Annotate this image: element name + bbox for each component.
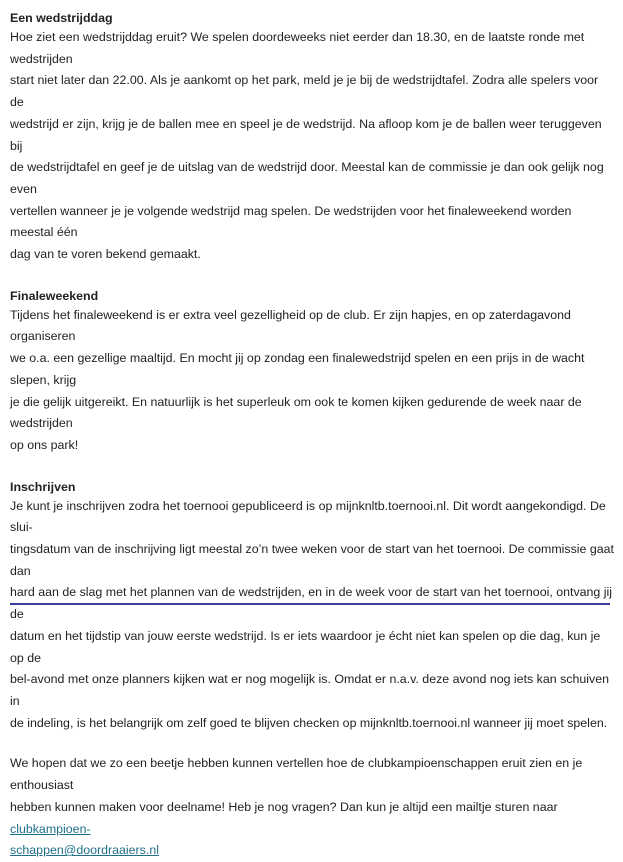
- spacer: [10, 734, 614, 753]
- text-line: bel-avond met onze planners kijken wat er nog mogelijk is. Omdat er n.a.v. deze avond nog iets kan schuiven in: [10, 672, 609, 708]
- text-line: je die gelijk uitgereikt. En natuurlijk is het superleuk om ook te komen kijken gedurende de week naar de wedstrijden: [10, 394, 582, 431]
- bottom-divider: [10, 603, 610, 605]
- email-link-continued[interactable]: schappen@doordraaiers.nl: [10, 843, 159, 858]
- text-line: hard aan de slag met het plannen van de wedstrijden, en in de week voor de start van het toernooi, ontvang jij de: [10, 585, 613, 622]
- section-body: [10, 496, 614, 735]
- text-line: datum en het tijdstip van jouw eerste wedstrijd. Is er iets waardoor je écht niet kan spelen op die dag, kun je op de: [10, 628, 601, 665]
- text-line: dag van te voren bekend gemaakt.: [10, 247, 201, 262]
- text-line: tingsdatum van de inschrijving ligt meestal zo’n twee weken voor de start van het toernooi. De commissie gaat dan: [10, 542, 615, 578]
- section-body: [10, 27, 614, 266]
- text-line: wedstrijd er zijn, krijg je de ballen mee en speel je de wedstrijd. Na afloop kom je de ballen weer teruggeven bij: [10, 116, 602, 153]
- text-line: vertellen wanneer je je volgende wedstrijd mag spelen. De wedstrijden voor het finaleweekend worden meestal één: [10, 203, 572, 240]
- text-line: start niet later dan 22.00. Als je aankomt op het park, meld je je bij de wedstrijdtafel. Zodra alle spelers voor de: [10, 73, 599, 110]
- section-body: [10, 305, 614, 457]
- text-line: de wedstrijdtafel en geef je de uitslag van de wedstrijd door. Meestal kan de commissie je dan ook gelijk nog even: [10, 160, 604, 196]
- text-line: [10, 840, 614, 862]
- section-heading: Finaleweekend: [10, 288, 99, 303]
- text-line: we o.a. een gezellige maaltijd. En mocht jij op zondag een finalewedstrijd spelen en een prijs in de wacht slepen, krijg: [10, 351, 585, 387]
- section-heading: Een wedstrijddag: [10, 11, 113, 25]
- closing-paragraph: [10, 753, 614, 862]
- spacer: [10, 266, 614, 287]
- text-line: We hopen dat we zo een beetje hebben kunnen vertellen hoe de clubkampioenschappen eruit zien en je enthousiast: [10, 756, 583, 793]
- text-line: Hoe ziet een wedstrijddag eruit? We spelen doordeweeks niet eerder dan 18.30, en de laatste ronde met wedstrijden: [10, 30, 585, 66]
- text-line: Je kunt je inschrijven zodra het toernooi gepubliceerd is op mijnknltb.toernooi.nl. Dit wordt aangekondigd. De slui-: [10, 498, 606, 535]
- article-content: [10, 9, 614, 862]
- section-inschrijven: [10, 478, 614, 735]
- section-heading: Inschrijven: [10, 479, 76, 494]
- text-line: [10, 797, 614, 840]
- section-wedstrijddag: [10, 9, 614, 266]
- section-finaleweekend: [10, 287, 614, 457]
- text-line: Tijdens het finaleweekend is er extra veel gezelligheid op de club. Er zijn hapjes, en op zaterdagavond organiseren: [10, 307, 571, 344]
- email-link[interactable]: clubkampioen-: [10, 821, 91, 836]
- text-line: op ons park!: [10, 437, 79, 452]
- closing-text: hebben kunnen maken voor deelname! Heb je nog vragen? Dan kun je altijd een mailtje sturen naar: [10, 799, 558, 814]
- text-line: de indeling, is het belangrijk om zelf goed te blijven checken op mijnknltb.toernooi.nl wanneer jij moet spelen.: [10, 715, 608, 730]
- spacer: [10, 457, 614, 478]
